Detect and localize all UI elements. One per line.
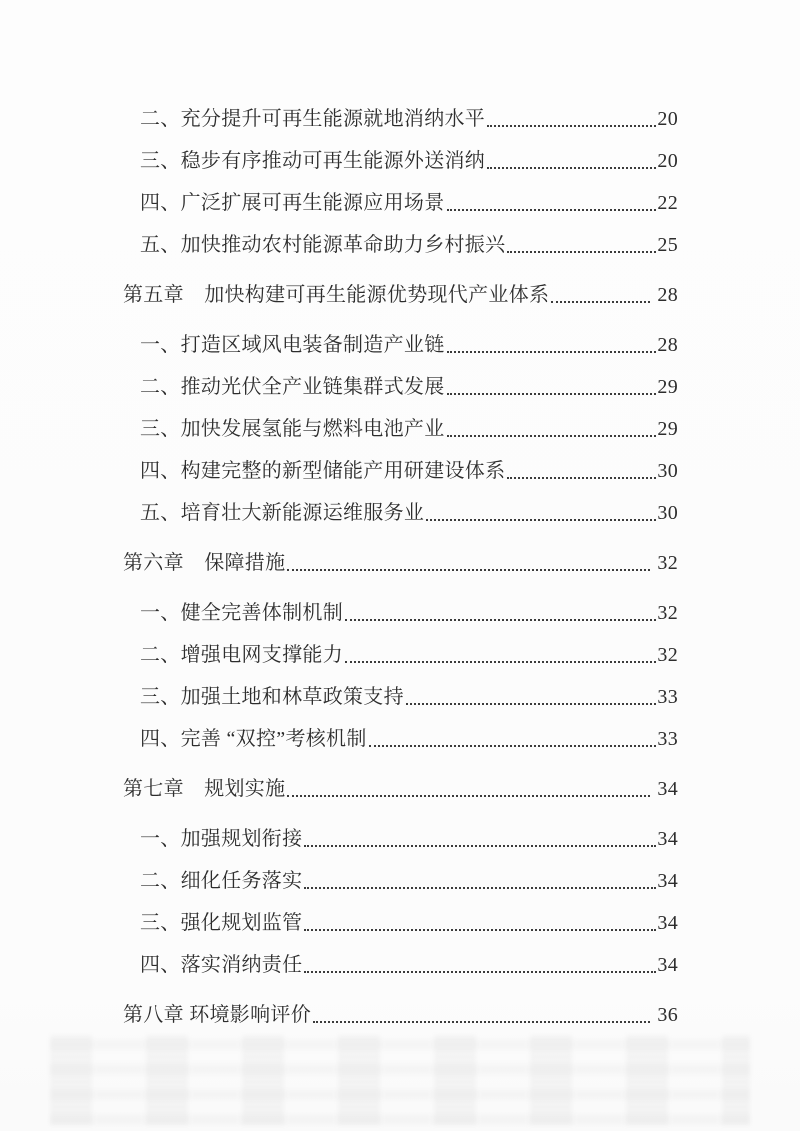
toc-entry-label: 三、加强土地和林草政策支持 (140, 686, 404, 708)
toc-entry-page: 29 (657, 376, 678, 398)
dot-leader (313, 1021, 650, 1023)
toc-entry-label: 第七章 规划实施 (123, 778, 286, 800)
toc-entry-page: 30 (657, 502, 678, 524)
toc-entry-page: 32 (657, 552, 678, 574)
dot-leader (447, 435, 657, 437)
toc-row (123, 767, 678, 809)
toc-row (123, 273, 678, 315)
toc-row (123, 139, 678, 181)
dot-leader (551, 301, 650, 303)
toc-row (123, 993, 678, 1035)
toc-entry-label: 四、构建完整的新型储能产用研建设体系 (140, 460, 506, 482)
toc-entry-label: 二、增强电网支撑能力 (140, 644, 343, 666)
dot-leader (507, 251, 656, 253)
dot-leader (304, 887, 656, 889)
toc-row (123, 407, 678, 449)
toc-row (123, 591, 678, 633)
toc-entry-page: 22 (657, 192, 678, 214)
dot-leader (447, 393, 657, 395)
toc-row (123, 943, 678, 985)
toc-entry-page: 34 (657, 870, 678, 892)
dot-leader (304, 845, 656, 847)
toc-row (123, 323, 678, 365)
dot-leader (369, 745, 657, 747)
toc-row (123, 541, 678, 583)
toc-entry-label: 三、加快发展氢能与燃料电池产业 (140, 418, 445, 440)
toc-entry-label: 三、强化规划监管 (140, 912, 303, 934)
toc-entry-label: 二、推动光伏全产业链集群式发展 (140, 376, 445, 398)
dot-leader (304, 971, 656, 973)
dot-leader (447, 351, 657, 353)
dot-leader (304, 929, 656, 931)
toc-entry-page: 34 (657, 954, 678, 976)
dot-leader (447, 209, 657, 211)
toc-entry-page: 28 (657, 334, 678, 356)
toc-row (123, 633, 678, 675)
toc-row (123, 675, 678, 717)
toc-row (123, 181, 678, 223)
dot-leader (287, 795, 650, 797)
dot-leader (426, 519, 656, 521)
toc-entry-page: 33 (657, 686, 678, 708)
toc-entry-page: 28 (657, 284, 678, 306)
toc-entry-label: 四、广泛扩展可再生能源应用场景 (140, 192, 445, 214)
scan-noise-artifact (50, 1035, 750, 1125)
toc-entry-page: 20 (657, 150, 678, 172)
toc-list (123, 97, 678, 1043)
toc-entry-label: 四、完善 “双控”考核机制 (140, 728, 367, 750)
dot-leader (345, 619, 656, 621)
toc-entry-label: 一、健全完善体制机制 (140, 602, 343, 624)
dot-leader (487, 167, 656, 169)
toc-row (123, 491, 678, 533)
toc-entry-page: 25 (657, 234, 678, 256)
toc-entry-page: 29 (657, 418, 678, 440)
toc-entry-label: 五、培育壮大新能源运维服务业 (140, 502, 425, 524)
toc-entry-page: 34 (657, 912, 678, 934)
toc-entry-label: 二、细化任务落实 (140, 870, 303, 892)
toc-entry-label: 二、充分提升可再生能源就地消纳水平 (140, 108, 486, 130)
toc-entry-label: 四、落实消纳责任 (140, 954, 303, 976)
toc-row (123, 859, 678, 901)
toc-row (123, 717, 678, 759)
dot-leader (487, 125, 656, 127)
toc-row (123, 97, 678, 139)
toc-entry-page: 36 (657, 1004, 678, 1026)
toc-row (123, 223, 678, 265)
dot-leader (406, 703, 656, 705)
toc-entry-page: 34 (657, 778, 678, 800)
toc-row (123, 817, 678, 859)
toc-entry-label: 第五章 加快构建可再生能源优势现代产业体系 (123, 284, 550, 306)
toc-entry-page: 33 (657, 728, 678, 750)
dot-leader (507, 477, 656, 479)
toc-entry-page: 32 (657, 602, 678, 624)
toc-entry-label: 第八章 环境影响评价 (123, 1004, 311, 1026)
dot-leader (287, 569, 650, 571)
toc-row (123, 449, 678, 491)
toc-row (123, 365, 678, 407)
toc-entry-page: 20 (657, 108, 678, 130)
toc-entry-label: 三、稳步有序推动可再生能源外送消纳 (140, 150, 486, 172)
toc-entry-label: 一、加强规划衔接 (140, 828, 303, 850)
toc-entry-label: 一、打造区域风电装备制造产业链 (140, 334, 445, 356)
toc-entry-label: 五、加快推动农村能源革命助力乡村振兴 (140, 234, 506, 256)
toc-entry-label: 第六章 保障措施 (123, 552, 286, 574)
toc-row (123, 901, 678, 943)
dot-leader (345, 661, 656, 663)
toc-entry-page: 32 (657, 644, 678, 666)
toc-entry-page: 30 (657, 460, 678, 482)
toc-entry-page: 34 (657, 828, 678, 850)
